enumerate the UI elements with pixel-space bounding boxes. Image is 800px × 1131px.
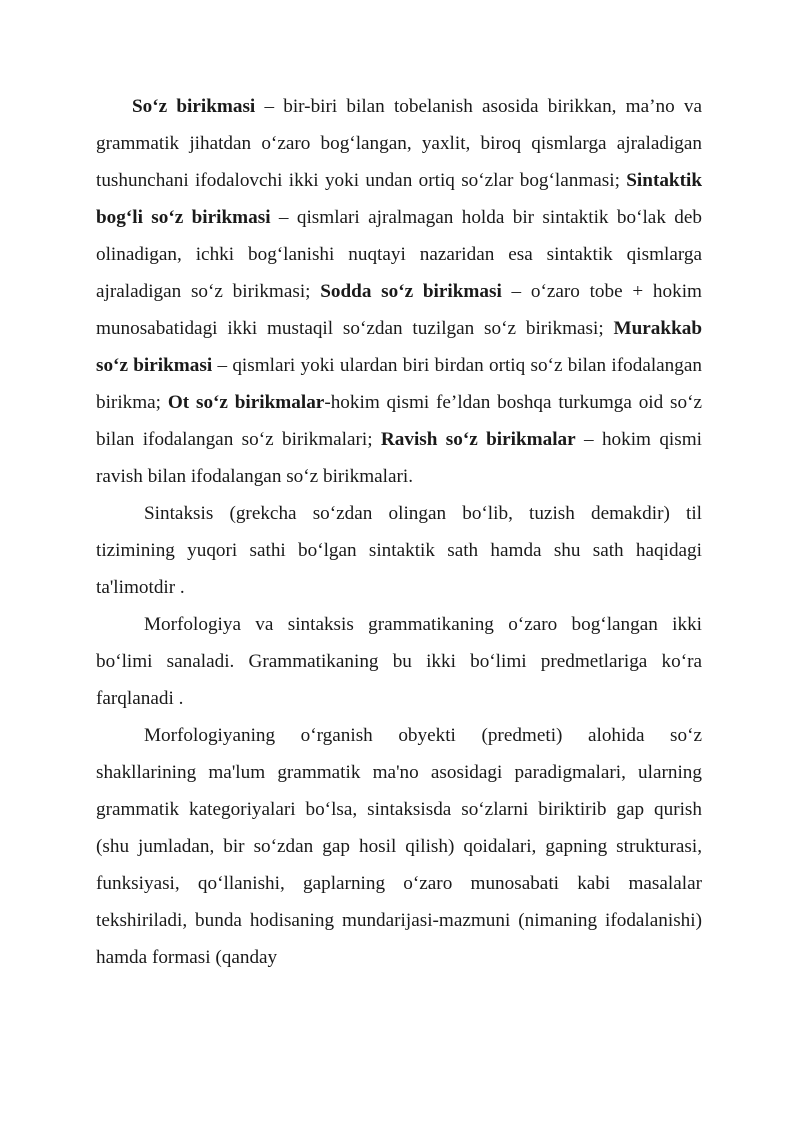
paragraph-morfologiya-sintaksis [96, 606, 702, 717]
paragraph-text: Sintaksis (grekcha so‘zdan olingan bo‘lib, tuzish demakdir) til tizimining yuqori sathi bo‘lgan sintaktik sath hamda shu sath haqidagi ta'limotdir . [96, 503, 702, 598]
paragraph-text: Morfologiya va sintaksis grammatikaning o‘zaro bog‘langan ikki bo‘limi sanaladi. Grammatikaning bu ikki bo‘limi predmetlariga ko‘ra farqlanadi . [96, 614, 702, 709]
term-soz-birikmasi: So‘z birikmasi [132, 96, 256, 117]
term-ravish-soz-birikmalar: Ravish so‘z birikmalar [380, 429, 576, 450]
definition-text: – o‘zaro tobe + hokim munosabatidagi ikki mustaqil so‘zdan tuzilgan so‘z birikmasi; [96, 281, 702, 339]
definition-text: – hokim qismi ravish bilan ifodalangan so‘z birikmalari. [96, 429, 702, 487]
term-sodda-soz-birikmasi: Sodda so‘z birikmasi [320, 281, 502, 302]
paragraph-text: Morfologiyaning o‘rganish obyekti (predmeti) alohida so‘z shakllarining ma'lum grammatik ma'no asosidagi paradigmalari, ularning grammatik kategoriyalari bo‘lsa, sintaksisda so‘zlarni biriktirib gap qurish (shu jumladan, bir so‘zdan gap hosil qilish) qoidalari, gapning strukturasi, funksiyasi, qo‘llanishi, gaplarning o‘zaro munosabati kabi masalalar tekshiriladi, bunda hodisaning mundarijasi-mazmuni (nimaning ifodalanishi) hamda formasi (qanday [96, 725, 702, 968]
definition-text: – bir-biri bilan tobelanish asosida birikkan, ma’no va grammatik jihatdan o‘zaro bog‘langan, yaxlit, biroq qismlarga ajraladigan tushunchani ifodalovchi ikki yoki undan ortiq so‘zlar bog‘lanmasi; [96, 96, 702, 191]
paragraph-sintaksis [96, 495, 702, 606]
document-page [96, 88, 702, 976]
term-ot-soz-birikmalar: Ot so‘z birikmalar [167, 392, 325, 413]
definition-text: – qismlari yoki ulardan biri birdan ortiq so‘z bilan ifodalangan birikma; [96, 355, 702, 413]
definition-text: – qismlari ajralmagan holda bir sintaktik bo‘lak deb olinadigan, ichki bog‘lanishi nuqtayi nazaridan esa sintaktik qismlarga ajraladigan so‘z birikmasi; [96, 207, 702, 302]
term-sintaktik-bogli-soz-birikmasi: Sintaktik bog‘li so‘z birikmasi [96, 170, 702, 228]
term-murakkab-soz-birikmasi: Murakkab so‘z birikmasi [96, 318, 702, 376]
definition-text: -hokim qismi fe’ldan boshqa turkumga oid so‘z bilan ifodalangan so‘z birikmalari; [96, 392, 703, 450]
paragraph-morfologiyaning-obyekti [96, 717, 702, 976]
paragraph-definitions [96, 88, 702, 495]
